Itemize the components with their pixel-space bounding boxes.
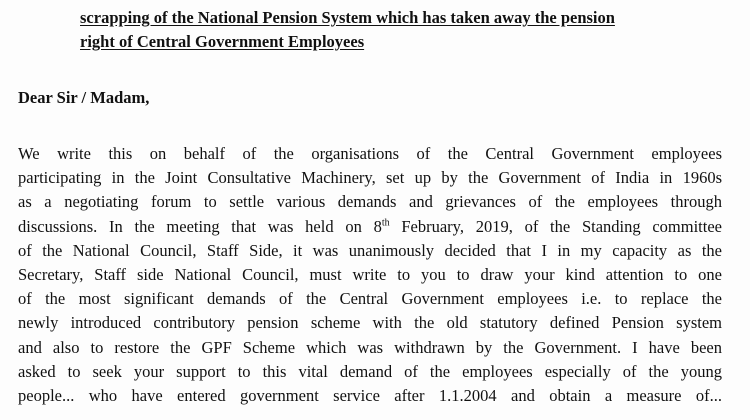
body-line-2: participating in the Joint Consultative Machinery, set up by the Government of India in 1960s bbox=[18, 168, 722, 188]
body-line-4-after: February, 2019, of the Standing committee bbox=[389, 216, 722, 236]
subject-line-1: scrapping of the National Pension System which has taken away the pension bbox=[80, 8, 615, 27]
body-line-6: Secretary, Staff side National Council, must write to you to draw your kind attention to one bbox=[18, 264, 722, 284]
letter-body-paragraph bbox=[18, 142, 722, 408]
body-line-1: We write this on behalf of the organisations of the Central Government employees bbox=[18, 144, 722, 163]
body-line-4 bbox=[18, 215, 722, 239]
body-line-8: newly introduced contributory pension scheme with the old statutory defined Pension system bbox=[18, 313, 722, 333]
body-line-10: asked to seek your support to this vital demand of the employees especially of the young bbox=[18, 361, 722, 381]
body-line-9: and also to restore the GPF Scheme which was withdrawn by the Government. I have been bbox=[18, 337, 722, 357]
body-line-5: of the National Council, Staff Side, it was unanimously decided that I in my capacity as the bbox=[18, 240, 722, 260]
body-line-4-before: discussions. In the meeting that was held on 8 bbox=[18, 216, 382, 236]
salutation: Dear Sir / Madam, bbox=[18, 88, 150, 107]
subject-line-2: right of Central Government Employees bbox=[80, 32, 365, 51]
letter-subject bbox=[80, 6, 720, 54]
body-line-11: people... who have entered government service after 1.1.2004 and obtain a measure of... bbox=[18, 385, 722, 405]
body-line-7: of the most significant demands of the Central Government employees i.e. to replace the bbox=[18, 289, 722, 309]
ordinal-suffix: th bbox=[381, 217, 390, 229]
body-line-3: as a negotiating forum to settle various demands and grievances of the employees through bbox=[18, 192, 722, 212]
